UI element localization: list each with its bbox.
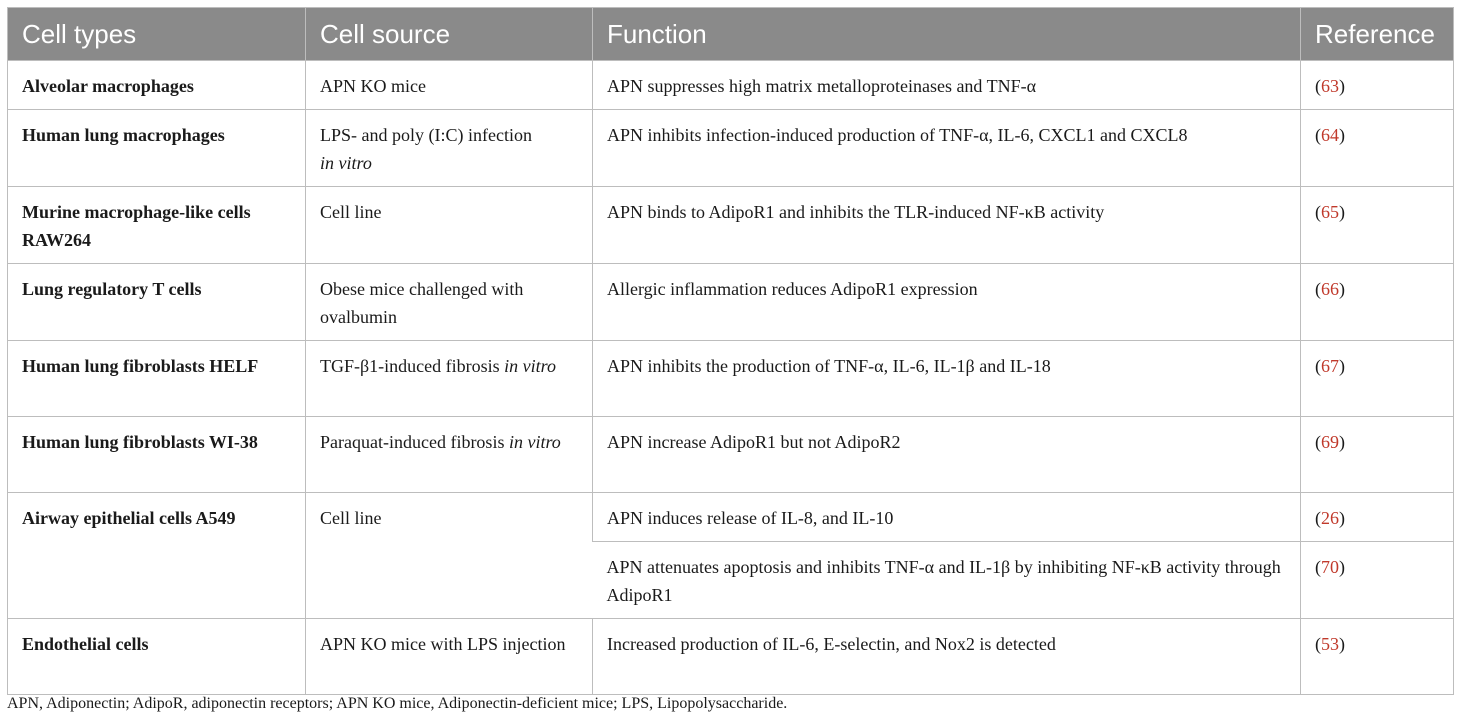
cell-function: Increased production of IL-6, E-selectin, and Nox2 is detected xyxy=(593,619,1301,695)
cell-type: Murine macrophage-like cells RAW264 xyxy=(8,187,306,264)
cell-source-italic: in vitro xyxy=(508,432,561,452)
cell-type: Human lung fibroblasts HELF xyxy=(8,341,306,417)
reference-link[interactable]: 65 xyxy=(1321,202,1339,222)
cell-source-text: Cell line xyxy=(320,508,382,528)
cell-reference: (67) xyxy=(1301,341,1454,417)
cell-source xyxy=(306,493,593,619)
cell-source-italic: in vitro xyxy=(320,153,372,173)
cell-source-text: LPS- and poly (I:C) infection xyxy=(320,125,532,145)
header-cell-source: Cell source xyxy=(306,8,593,61)
table-row xyxy=(8,187,1454,264)
cell-reference: (63) xyxy=(1301,61,1454,110)
cell-source xyxy=(306,264,593,341)
cell-source-text: Cell line xyxy=(320,202,382,222)
reference-link[interactable]: 63 xyxy=(1321,76,1339,96)
cell-function: APN binds to AdipoR1 and inhibits the TLR-induced NF-κB activity xyxy=(593,187,1301,264)
cell-source-text: TGF-β1-induced fibrosis xyxy=(320,356,500,376)
cell-source xyxy=(306,61,593,110)
cell-type: Alveolar macrophages xyxy=(8,61,306,110)
cell-type: Lung regulatory T cells xyxy=(8,264,306,341)
cell-function: APN inhibits the production of TNF-α, IL-6, IL-1β and IL-18 xyxy=(593,341,1301,417)
cell-source-italic: in vitro xyxy=(504,356,556,376)
header-cell-types: Cell types xyxy=(8,8,306,61)
cell-source xyxy=(306,110,593,187)
cell-source xyxy=(306,341,593,417)
cell-function: APN inhibits infection-induced production of TNF-α, IL-6, CXCL1 and CXCL8 xyxy=(593,110,1301,187)
table-row xyxy=(8,341,1454,417)
cell-source-text: APN KO mice with LPS injection xyxy=(320,634,566,654)
reference-link[interactable]: 67 xyxy=(1321,356,1339,376)
cell-function: Allergic inflammation reduces AdipoR1 expression xyxy=(593,264,1301,341)
reference-link[interactable]: 70 xyxy=(1321,557,1339,577)
table-row xyxy=(8,264,1454,341)
table-row xyxy=(8,61,1454,110)
reference-link[interactable]: 26 xyxy=(1321,508,1339,528)
data-table-container xyxy=(7,7,1453,695)
cell-reference: (64) xyxy=(1301,110,1454,187)
cell-reference: (65) xyxy=(1301,187,1454,264)
cell-function: APN attenuates apoptosis and inhibits TNF-α and IL-1β by inhibiting NF-κB activity through AdipoR1 xyxy=(593,542,1301,619)
cell-source xyxy=(306,187,593,264)
cell-source-text: Obese mice challenged with ovalbumin xyxy=(320,279,524,327)
table-footnote: APN, Adiponectin; AdipoR, adiponectin receptors; APN KO mice, Adiponectin-deficient mice; LPS, Lipopolysaccharide. xyxy=(7,695,788,712)
cell-function: APN suppresses high matrix metalloproteinases and TNF-α xyxy=(593,61,1301,110)
table-header-row xyxy=(8,8,1454,61)
cell-type: Endothelial cells xyxy=(8,619,306,695)
table-row xyxy=(8,493,1454,542)
cell-type: Airway epithelial cells A549 xyxy=(8,493,306,619)
table-row xyxy=(8,619,1454,695)
cell-reference: (70) xyxy=(1301,542,1454,619)
cell-reference: (26) xyxy=(1301,493,1454,542)
header-reference: Reference xyxy=(1301,8,1454,61)
cell-types-table xyxy=(7,7,1454,695)
table-row xyxy=(8,110,1454,187)
reference-link[interactable]: 64 xyxy=(1321,125,1339,145)
cell-source xyxy=(306,619,593,695)
cell-type: Human lung macrophages xyxy=(8,110,306,187)
cell-reference: (66) xyxy=(1301,264,1454,341)
cell-reference: (69) xyxy=(1301,417,1454,493)
cell-source-text: Paraquat-induced fibrosis xyxy=(320,432,505,452)
cell-type: Human lung fibroblasts WI-38 xyxy=(8,417,306,493)
cell-source xyxy=(306,417,593,493)
reference-link[interactable]: 53 xyxy=(1321,634,1339,654)
reference-link[interactable]: 66 xyxy=(1321,279,1339,299)
cell-function: APN induces release of IL-8, and IL-10 xyxy=(593,493,1301,542)
cell-function: APN increase AdipoR1 but not AdipoR2 xyxy=(593,417,1301,493)
header-function: Function xyxy=(593,8,1301,61)
table-row xyxy=(8,417,1454,493)
cell-source-text: APN KO mice xyxy=(320,76,426,96)
cell-reference: (53) xyxy=(1301,619,1454,695)
reference-link[interactable]: 69 xyxy=(1321,432,1339,452)
